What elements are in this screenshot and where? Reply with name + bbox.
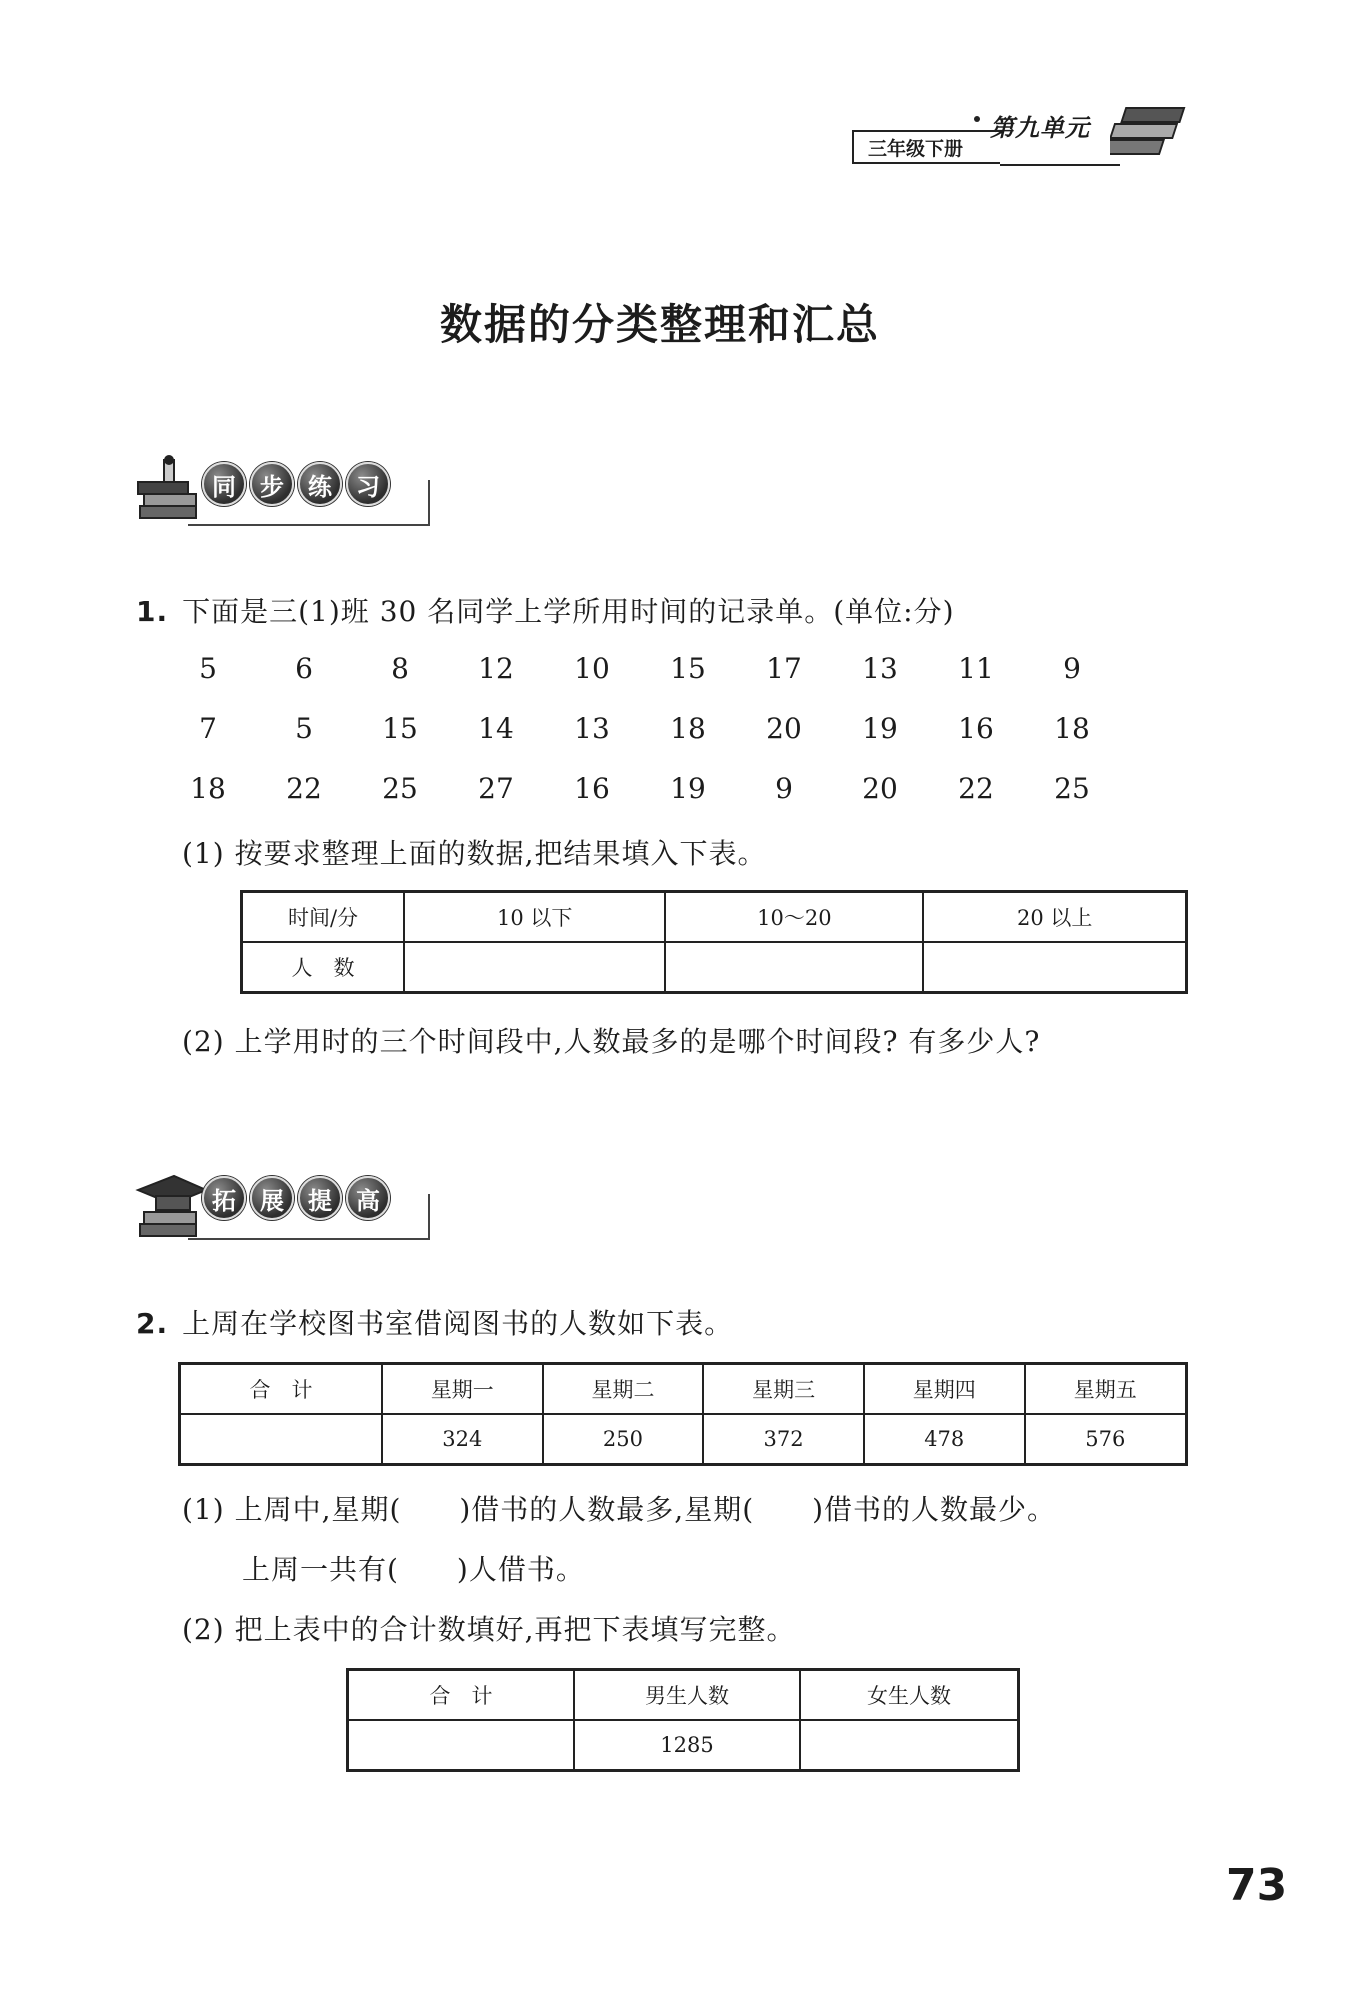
table-value-cell: 372: [703, 1414, 864, 1465]
section-banner-practice: [134, 450, 434, 540]
table-header-cell: 星期一: [382, 1364, 543, 1415]
data-value: 22: [958, 772, 994, 805]
book-stack-icon: [1110, 96, 1194, 172]
data-row-3: [160, 772, 1120, 805]
data-row-1: [160, 652, 1120, 685]
q2-sub1-line1: (1) 上周中,星期( )借书的人数最多,星期( )借书的人数最少。: [182, 1493, 1057, 1526]
table-row-label: 人 数: [242, 942, 405, 993]
q2-table: [178, 1362, 1188, 1466]
q1-number: 1.: [136, 595, 169, 628]
data-value: 20: [862, 772, 898, 805]
q1-sub1: (1) 按要求整理上面的数据,把结果填入下表。: [182, 837, 767, 870]
table-header-cell: 星期四: [864, 1364, 1025, 1415]
table-value-cell: 324: [382, 1414, 543, 1465]
data-value: 5: [295, 712, 313, 745]
section-char: 步: [250, 462, 294, 506]
q2-table2: [346, 1668, 1020, 1772]
table-value-cell: 576: [1025, 1414, 1187, 1465]
q2-stem: [136, 1302, 733, 1342]
table-header-cell: 时间/分: [242, 892, 405, 943]
q2-sub2: (2) 把上表中的合计数填好,再把下表填写完整。: [182, 1613, 796, 1646]
section-char: 提: [298, 1176, 342, 1220]
table-header-cell: 女生人数: [800, 1670, 1019, 1721]
data-value: 18: [190, 772, 226, 805]
section-char: 拓: [202, 1176, 246, 1220]
section-char: 同: [202, 462, 246, 506]
section-char: 展: [250, 1176, 294, 1220]
table-header-cell: 星期五: [1025, 1364, 1187, 1415]
data-value: 18: [1054, 712, 1090, 745]
q1-sub2: (2) 上学用时的三个时间段中,人数最多的是哪个时间段? 有多少人?: [182, 1025, 1041, 1058]
section-char: 练: [298, 462, 342, 506]
data-value: 20: [766, 712, 802, 745]
data-value: 11: [958, 652, 994, 685]
data-value: 9: [1063, 652, 1081, 685]
section-char: 高: [346, 1176, 390, 1220]
data-value: 6: [295, 652, 313, 685]
header-dot: [974, 116, 980, 122]
data-value: 9: [775, 772, 793, 805]
table-header-cell: 合 计: [348, 1670, 575, 1721]
unit-label: 第九单元: [990, 114, 1090, 142]
data-value: 19: [862, 712, 898, 745]
table-header-cell: 星期二: [543, 1364, 704, 1415]
data-value: 16: [574, 772, 610, 805]
table-header-cell: 20 以上: [923, 892, 1186, 943]
table-header-cell: 10 以下: [404, 892, 665, 943]
table-header-cell: 男生人数: [574, 1670, 800, 1721]
q1-table: [240, 890, 1188, 994]
data-value: 25: [1054, 772, 1090, 805]
data-row-2: [160, 712, 1120, 745]
data-value: 12: [478, 652, 514, 685]
answer-cell[interactable]: [404, 942, 665, 993]
data-value: 25: [382, 772, 418, 805]
data-value: 18: [670, 712, 706, 745]
answer-cell-total[interactable]: [180, 1414, 383, 1465]
q2-text: 上周在学校图书室借阅图书的人数如下表。: [182, 1307, 734, 1340]
section-char: 习: [346, 462, 390, 506]
data-value: 27: [478, 772, 514, 805]
q1-text: 下面是三(1)班 30 名同学上学所用时间的记录单。(单位:分): [182, 595, 955, 628]
data-value: 15: [670, 652, 706, 685]
data-value: 13: [862, 652, 898, 685]
q2-number: 2.: [136, 1307, 169, 1340]
data-value: 13: [574, 712, 610, 745]
page-title: 数据的分类整理和汇总: [439, 300, 880, 349]
section-banner-extend: [134, 1164, 434, 1254]
grade-label: 三年级下册: [852, 130, 1000, 164]
q1-stem: [136, 590, 955, 630]
page-number: 73: [1226, 1860, 1288, 1911]
q2-sub1-line2: 上周一共有( )人借书。: [242, 1553, 585, 1586]
answer-cell-total[interactable]: [348, 1720, 575, 1771]
data-value: 8: [391, 652, 409, 685]
answer-cell[interactable]: [665, 942, 923, 993]
answer-cell[interactable]: [923, 942, 1186, 993]
data-value: 19: [670, 772, 706, 805]
data-value: 14: [478, 712, 514, 745]
table-value-cell: 478: [864, 1414, 1025, 1465]
data-value: 22: [286, 772, 322, 805]
data-value: 5: [199, 652, 217, 685]
data-value: 17: [766, 652, 802, 685]
header-underline: [1000, 164, 1120, 166]
table-value-cell: 1285: [574, 1720, 800, 1771]
table-header-cell: 星期三: [703, 1364, 864, 1415]
data-value: 7: [199, 712, 217, 745]
data-value: 10: [574, 652, 610, 685]
data-value: 15: [382, 712, 418, 745]
table-header-cell: 10～20: [665, 892, 923, 943]
answer-cell-girls[interactable]: [800, 1720, 1019, 1771]
table-header-cell: 合 计: [180, 1364, 383, 1415]
data-value: 16: [958, 712, 994, 745]
table-value-cell: 250: [543, 1414, 704, 1465]
